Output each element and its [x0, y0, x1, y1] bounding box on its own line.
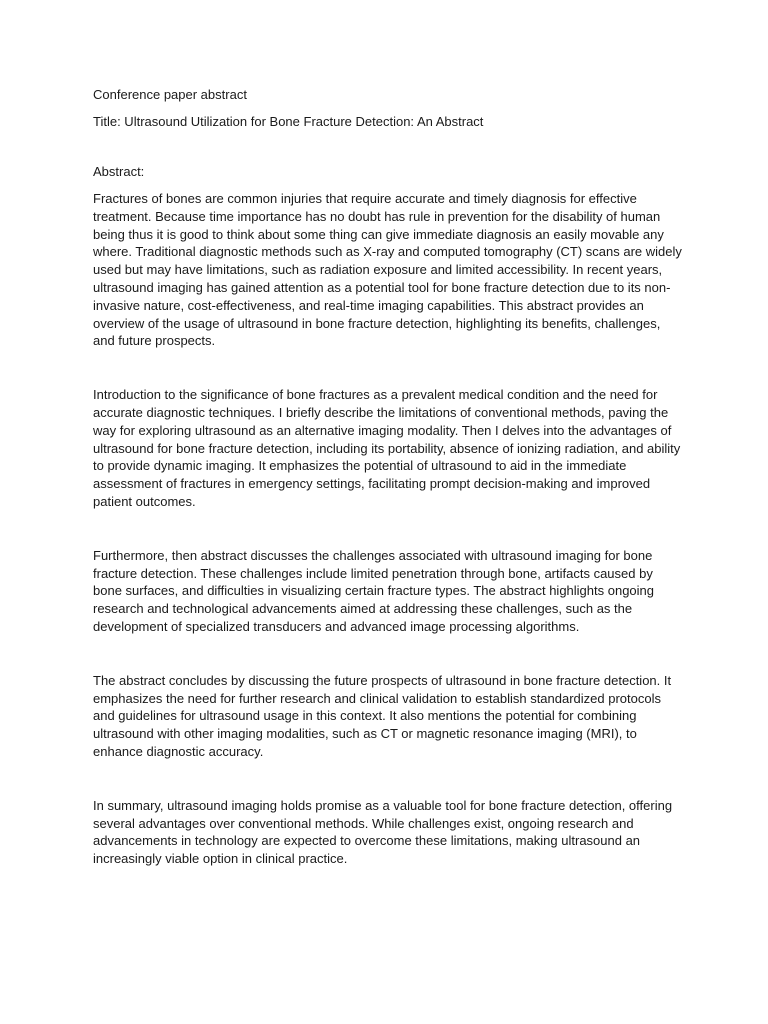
document-page [93, 86, 683, 904]
document-type-label: Conference paper abstract [93, 87, 247, 102]
abstract-paragraph-future-prospects: The abstract concludes by discussing the future prospects of ultrasound in bone fracture detection. It emphasizes the need for further research and clinical validation to establish standardized protocols and guidelines for ultrasound usage in this context. It also mentions the potential for combining ultrasound with other imaging modalities, such as CT or magnetic resonance imaging (MRI), to enhance diagnostic accuracy. [93, 672, 672, 759]
abstract-paragraph-challenges: Furthermore, then abstract discusses the challenges associated with ultrasound imaging for bone fracture detection. These challenges include limited penetration through bone, artifacts caused by bone surfaces, and difficulties in visualizing certain fracture types. The abstract highlights ongoing research and technological advancements aimed at addressing these challenges, such as the development of specialized transducers and advanced image processing algorithms. [93, 547, 655, 634]
abstract-heading: Abstract: [93, 164, 145, 179]
abstract-paragraph-introduction: Introduction to the significance of bone fractures as a prevalent medical condition and the need for accurate diagnostic techniques. I briefly describe the limitations of conventional methods, paving the way for exploring ultrasound as an alternative imaging modality. Then I delves into the advantages of ultrasound for bone fracture detection, including its portability, absence of ionizing radiation, and ability to provide dynamic imaging. It emphasizes the potential of ultrasound to aid in the immediate assessment of fractures in emergency settings, facilitating prompt decision-making and improved patient outcomes. [93, 387, 681, 509]
abstract-paragraph-summary: Fractures of bones are common injuries that require accurate and timely diagnosis for effective treatment. Because time importance has no doubt has rule in prevention for the disability of human being thus it is good to think about some thing can give immediate diagnosis an easily movable any where. Traditional diagnostic methods such as X-ray and computed tomography (CT) scans are widely used but may have limitations, such as radiation exposure and limited accessibility. In recent years, ultrasound imaging has gained attention as a potential tool for bone fracture detection due to its non-invasive nature, cost-effectiveness, and real-time imaging capabilities. This abstract provides an overview of the usage of ultrasound in bone fracture detection, highlighting its benefits, challenges, and future prospects. [93, 191, 682, 349]
document-title: Title: Ultrasound Utilization for Bone Fracture Detection: An Abstract [93, 114, 484, 129]
abstract-paragraph-conclusion: In summary, ultrasound imaging holds promise as a valuable tool for bone fracture detection, offering several advantages over conventional methods. While challenges exist, ongoing research and advancements in technology are expected to overcome these limitations, making ultrasound an increasingly viable option in clinical practice. [93, 797, 673, 867]
